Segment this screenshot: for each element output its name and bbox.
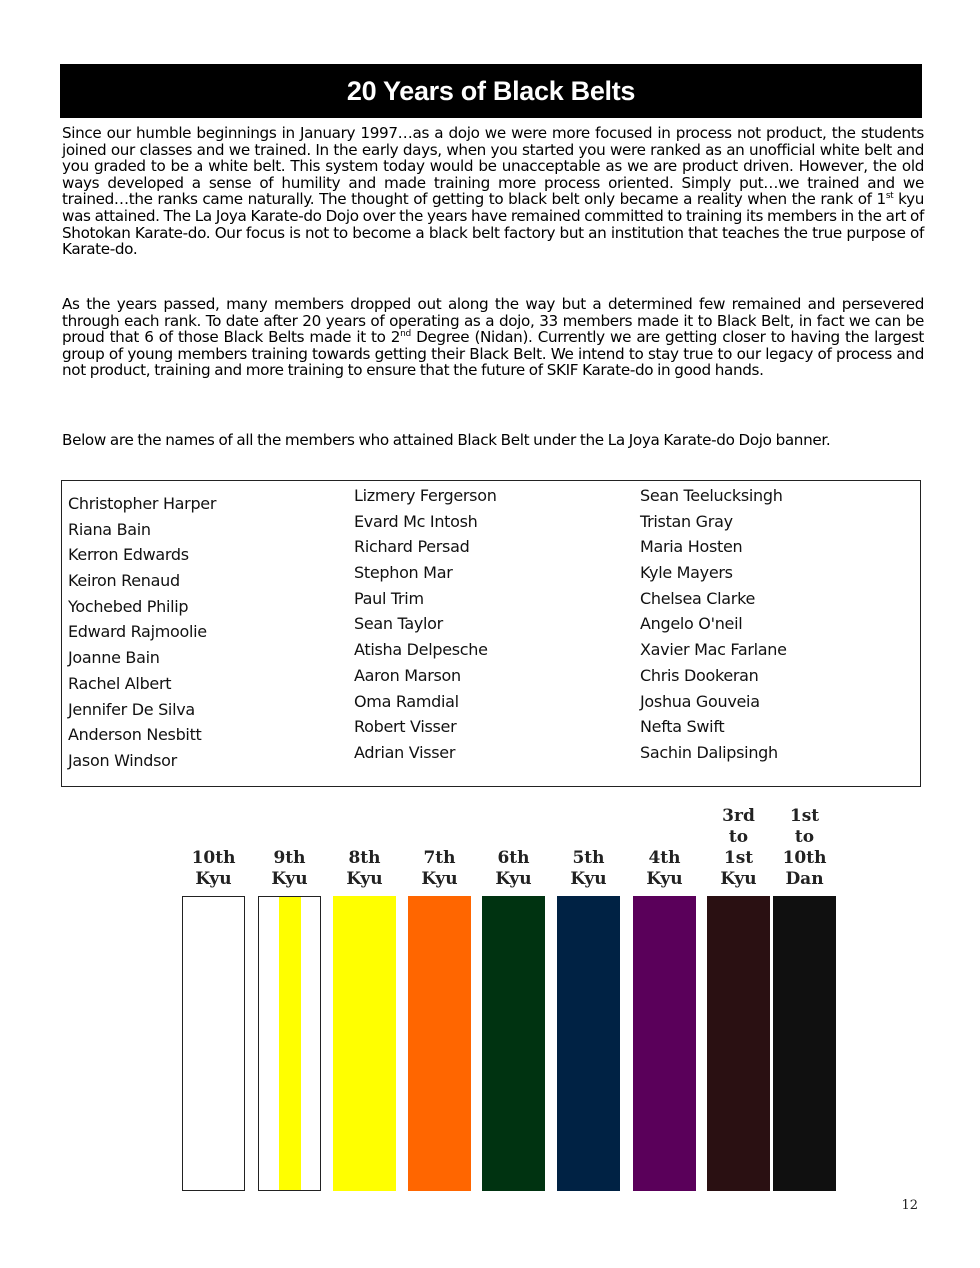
belt-swatch	[773, 896, 836, 1191]
member-name: Kerron Edwards	[68, 545, 189, 565]
belt-swatch	[408, 896, 471, 1191]
member-name: Jennifer De Silva	[68, 699, 195, 719]
names-column-2	[354, 483, 497, 766]
member-name: Rachel Albert	[68, 673, 172, 693]
member-name: Sean Teelucksingh	[640, 486, 783, 505]
belt-label: 6th Kyu	[495, 848, 532, 889]
names-intro: Below are the names of all the members who attained Black Belt under the La Joya Karate-do Dojo banner.	[62, 431, 831, 449]
belt-swatch	[633, 896, 696, 1191]
belt-label: 5th Kyu	[570, 848, 607, 889]
member-name: Kyle Mayers	[640, 563, 733, 583]
member-name: Edward Rajmoolie	[68, 622, 207, 642]
member-name: Stephon Mar	[354, 563, 453, 583]
belt-label: 3rd to 1st Kyu	[720, 806, 757, 889]
belt-swatch	[333, 896, 396, 1191]
belt-swatch	[482, 896, 545, 1191]
belt-label: 10th Kyu	[191, 848, 236, 889]
superscript: st	[885, 191, 894, 202]
belt-label: 7th Kyu	[421, 848, 458, 889]
history-paragraph	[62, 296, 924, 379]
member-name: Adrian Visser	[354, 742, 456, 762]
member-name: Angelo O'neil	[640, 614, 743, 634]
belt-swatch	[258, 896, 321, 1191]
member-name: Yochebed Philip	[68, 596, 189, 616]
history-text-b: Degree (Nidan). Currently we are getting closer to having the largest group of young members training towards getting their Black Belt. We intend to stay true to our legacy of process and not product, training and more training to ensure that the future of SKIF Karate-do in good hands.	[62, 328, 924, 380]
member-name: Xavier Mac Farlane	[640, 640, 787, 660]
belt-swatch	[707, 896, 770, 1191]
member-name: Sachin Dalipsingh	[640, 742, 778, 762]
member-name: Robert Visser	[354, 717, 457, 737]
belt-swatch	[557, 896, 620, 1191]
member-name: Richard Persad	[354, 537, 470, 557]
belt-label: 1st to 10th Dan	[782, 806, 827, 889]
page-title: 20 Years of Black Belts	[346, 75, 636, 106]
member-name: Christopher Harper	[68, 494, 217, 513]
member-name: Joanne Bain	[68, 648, 160, 668]
member-name: Nefta Swift	[640, 717, 725, 737]
history-text-a: As the years passed, many members dropped out along the way but a determined few remained and persevered through each rank. To date after 20 years of operating as a dojo, 33 members made it to Black Belt, in fact we can be proud that 6 of those Black Belts made it to 2	[62, 295, 924, 347]
page-number: 12	[901, 1198, 918, 1213]
names-column-1	[68, 491, 216, 774]
intro-paragraph	[62, 125, 924, 258]
member-name: Anderson Nesbitt	[68, 725, 202, 745]
member-name: Lizmery Fergerson	[354, 486, 497, 505]
member-name: Oma Ramdial	[354, 691, 459, 711]
member-name: Jason Windsor	[68, 750, 177, 770]
member-name: Chelsea Clarke	[640, 588, 756, 608]
member-name: Tristan Gray	[640, 511, 733, 531]
belt-stripe	[279, 897, 301, 1190]
member-name: Maria Hosten	[640, 537, 743, 557]
black-belt-names-box	[61, 480, 921, 787]
intro-text-b: kyu was attained. The La Joya Karate-do Dojo over the years have remained committed to training its members in the art of Shotokan Karate-do. Our focus is not to become a black belt factory but an institution that teaches the true purpose of Karate-do.	[62, 190, 925, 259]
member-name: Riana Bain	[68, 519, 151, 539]
member-name: Atisha Delpesche	[354, 640, 488, 660]
member-name: Paul Trim	[354, 588, 424, 608]
belt-label: 8th Kyu	[346, 848, 383, 889]
title-bar	[60, 64, 922, 118]
belt-label: 9th Kyu	[271, 848, 308, 889]
belt-swatch	[182, 896, 245, 1191]
member-name: Evard Mc Intosh	[354, 511, 478, 531]
intro-text-a: Since our humble beginnings in January 1997…as a dojo we were more focused in process not product, the students joined our classes and we trained. In the early days, when you started you were ranked as an unofficial white belt and you graded to be a white belt. This system today would be unacceptable as we are product driven. However, the old ways developed a sense of humility and made training more process oriented. Simply put…we trained and we trained…the ranks came naturally. The thought of getting to black belt only became a reality when the rank of 1	[62, 124, 924, 209]
names-column-3	[640, 483, 787, 766]
superscript: nd	[400, 329, 411, 340]
member-name: Chris Dookeran	[640, 665, 759, 685]
member-name: Keiron Renaud	[68, 571, 180, 591]
member-name: Aaron Marson	[354, 665, 461, 685]
member-name: Joshua Gouveia	[640, 691, 760, 711]
member-name: Sean Taylor	[354, 614, 443, 634]
belt-label: 4th Kyu	[646, 848, 683, 889]
